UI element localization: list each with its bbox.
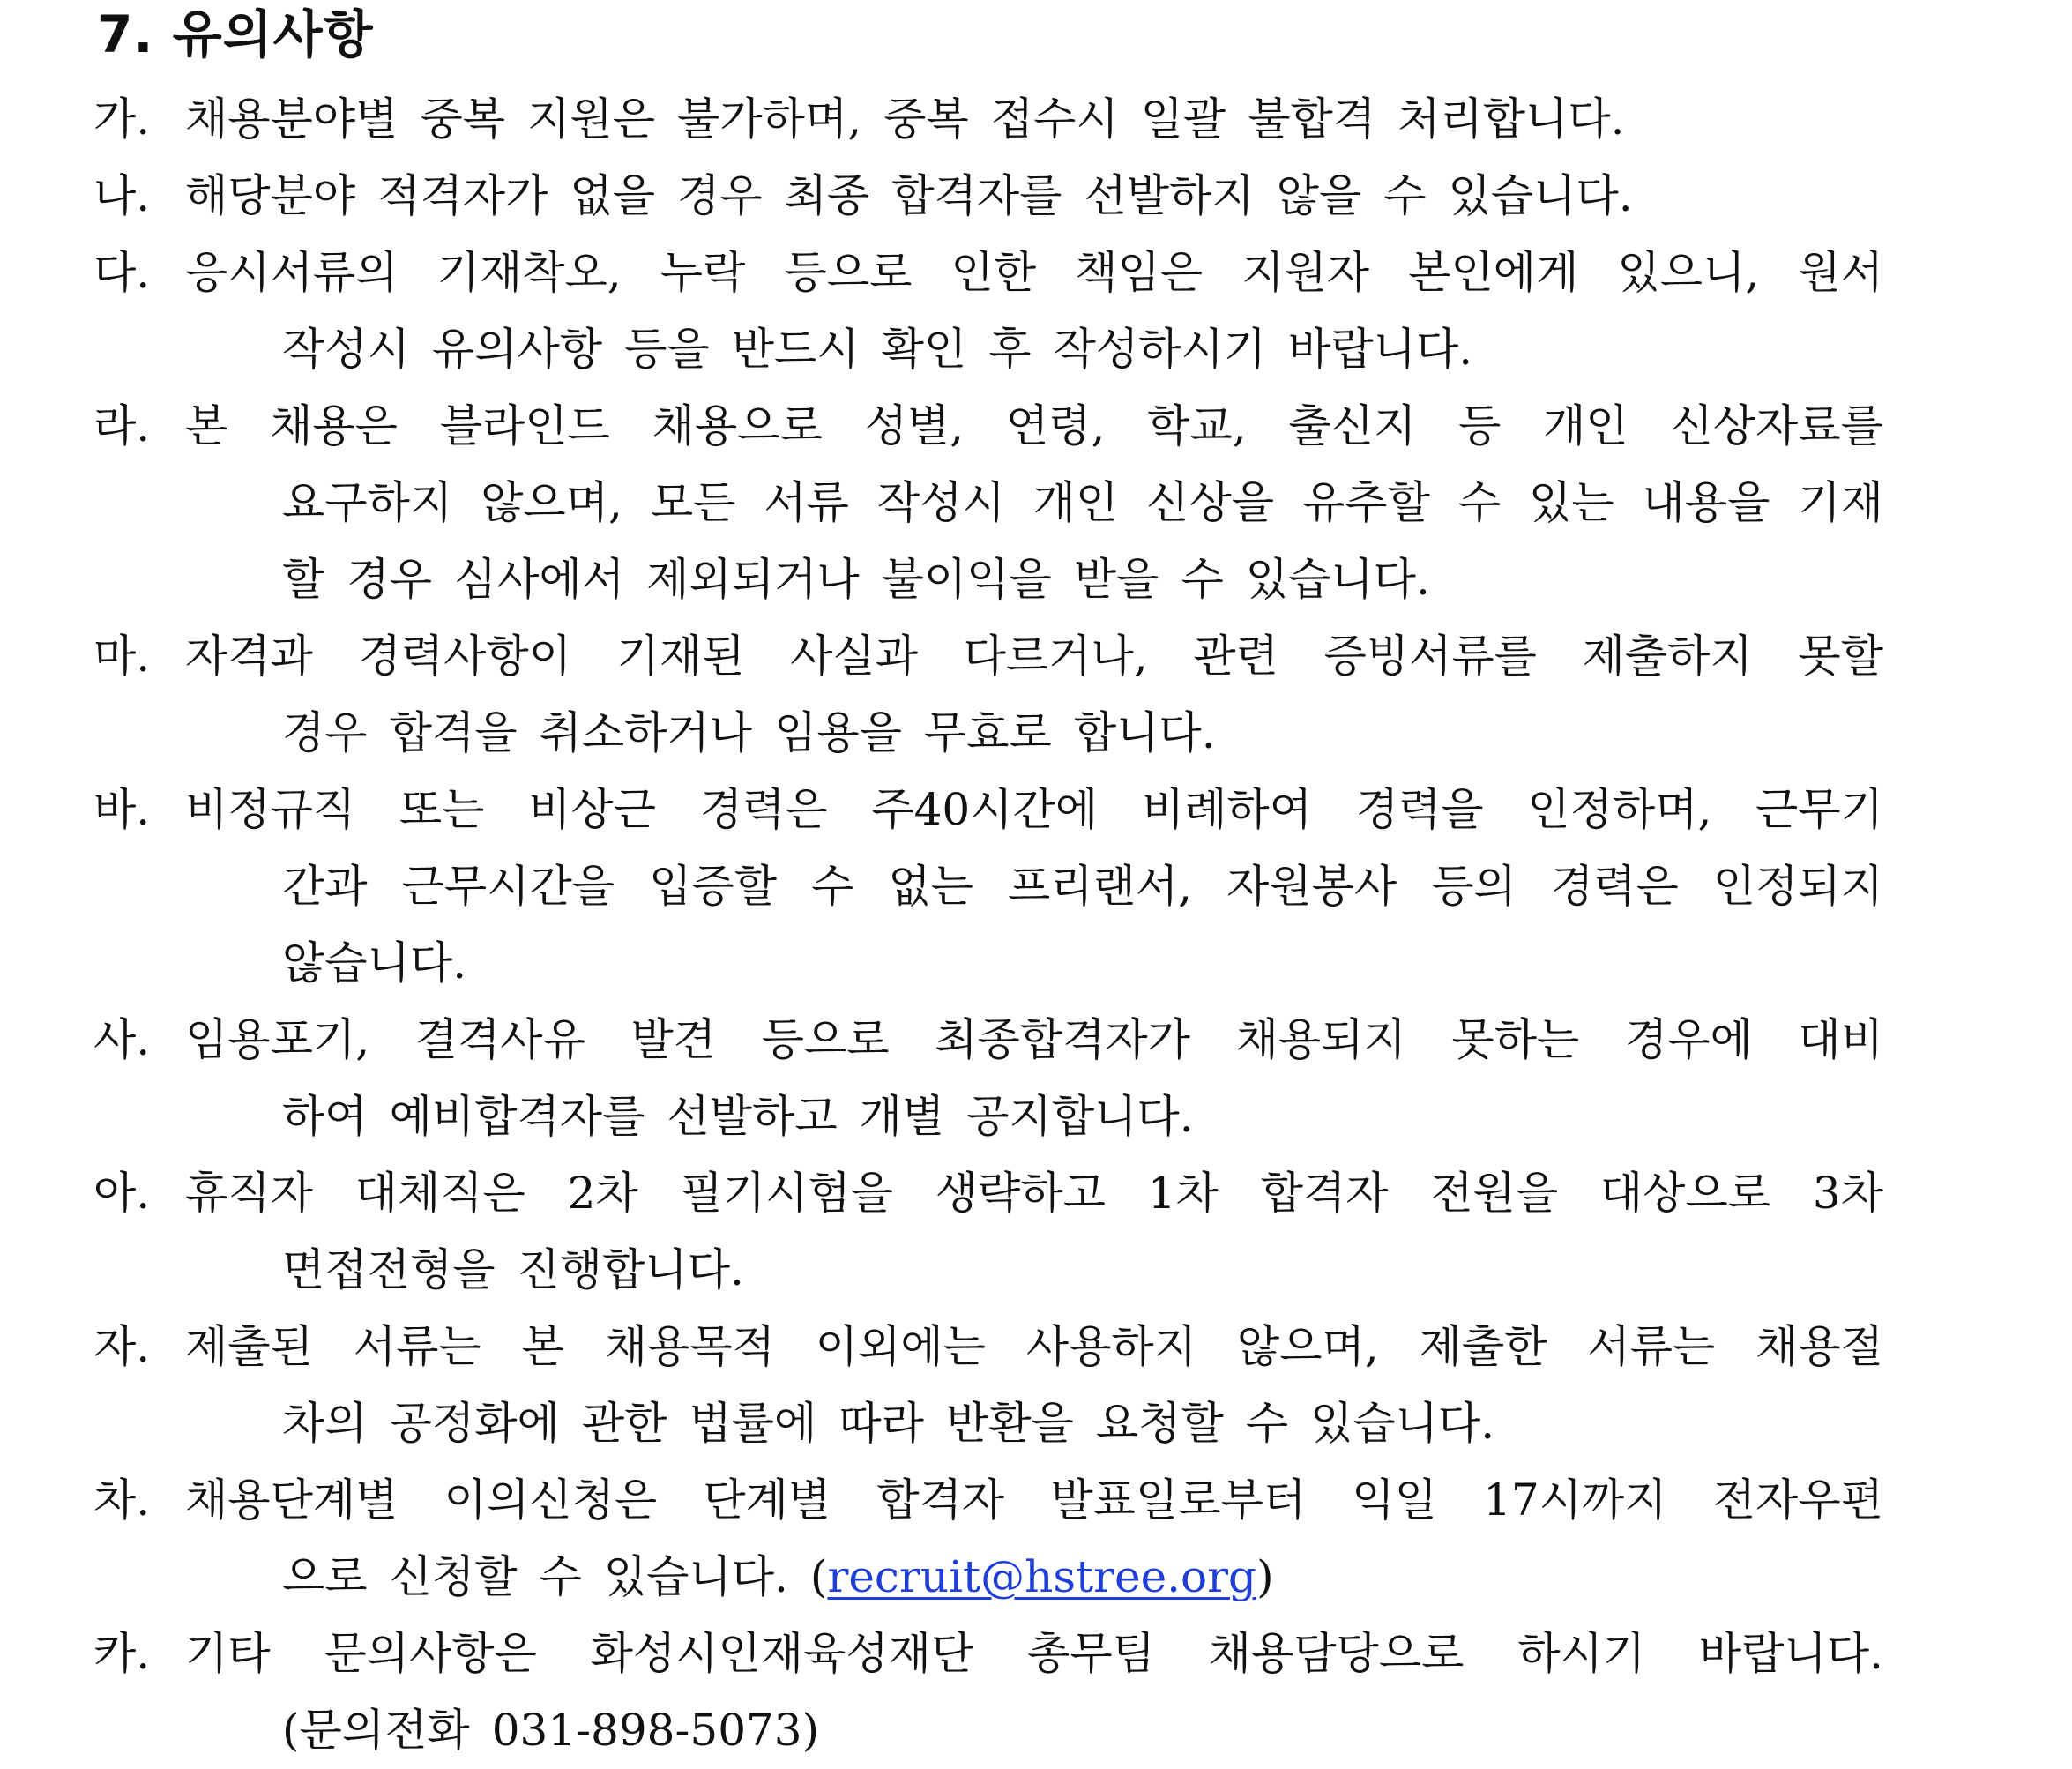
item-line: (문의전화 031-898-5073)	[282, 1705, 820, 1756]
item-marker: 사.	[93, 1014, 151, 1065]
notice-item	[93, 1155, 1883, 1309]
item-marker: 다.	[93, 247, 151, 298]
notice-item	[93, 158, 1883, 235]
item-text	[182, 1616, 1883, 1769]
item-line: 본 채용은 블라인드 채용으로 성별, 연령, 학교, 출신지 등 개인 신상자료를	[185, 400, 1883, 452]
item-line: 요구하지 않으며, 모든 서류 작성시 개인 신상을 유추할 수 있는 내용을 기재	[282, 477, 1883, 528]
email-link[interactable]: recruit@hstree.org	[827, 1551, 1257, 1602]
item-text	[182, 1002, 1883, 1155]
item-marker: 마.	[93, 631, 151, 682]
item-marker: 가.	[93, 93, 151, 145]
item-line: 임용포기, 결격사유 발견 등으로 최종합격자가 채용되지 못하는 경우에 대비	[185, 1014, 1883, 1065]
item-line: 채용단계별 이의신청은 단계별 합격자 발표일로부터 익일 17시까지 전자우편	[185, 1474, 1883, 1526]
item-line: 않습니다.	[282, 937, 467, 989]
item-line: 으로 신청할 수 있습니다. (recruit@hstree.org)	[282, 1551, 1274, 1602]
item-marker: 라.	[93, 400, 151, 452]
notice-item	[93, 772, 1883, 1002]
notice-item	[93, 1462, 1883, 1616]
email-suffix: )	[1256, 1551, 1274, 1602]
item-line: 휴직자 대체직은 2차 필기시험을 생략하고 1차 합격자 전원을 대상으로 3차	[185, 1168, 1883, 1219]
item-text	[182, 772, 1883, 1002]
item-line: 할 경우 심사에서 제외되거나 불이익을 받을 수 있습니다.	[282, 554, 1430, 605]
item-marker: 나.	[93, 170, 151, 221]
item-marker: 자.	[93, 1321, 151, 1372]
item-marker: 아.	[93, 1168, 151, 1219]
item-text	[182, 1309, 1883, 1462]
item-text	[182, 388, 1883, 618]
notice-item	[93, 81, 1883, 158]
item-text	[182, 81, 1883, 158]
item-line: 해당분야 적격자가 없을 경우 최종 합격자를 선발하지 않을 수 있습니다.	[185, 170, 1633, 221]
item-text	[182, 158, 1883, 235]
item-line: 기타 문의사항은 화성시인재육성재단 총무팀 채용담당으로 하시기 바랍니다.	[185, 1628, 1883, 1679]
item-text	[182, 618, 1883, 772]
notice-item	[93, 1002, 1883, 1155]
item-line: 경우 합격을 취소하거나 임용을 무효로 합니다.	[282, 707, 1216, 758]
item-line: 면접전형을 진행합니다.	[282, 1244, 744, 1295]
item-text	[182, 1462, 1883, 1616]
item-text	[182, 235, 1883, 388]
item-line: 간과 근무시간을 입증할 수 없는 프리랜서, 자원봉사 등의 경력은 인정되지	[282, 861, 1883, 912]
item-marker: 차.	[93, 1474, 151, 1526]
notice-item	[93, 388, 1883, 618]
item-line: 응시서류의 기재착오, 누락 등으로 인한 책임은 지원자 본인에게 있으니, 원서	[185, 247, 1883, 298]
item-line: 비정규직 또는 비상근 경력은 주40시간에 비례하여 경력을 인정하며, 근무기	[185, 784, 1883, 835]
item-marker: 바.	[93, 784, 151, 835]
item-line: 하여 예비합격자를 선발하고 개별 공지합니다.	[282, 1091, 1194, 1142]
item-marker: 카.	[93, 1628, 151, 1679]
item-text	[182, 1155, 1883, 1309]
notice-item	[93, 1309, 1883, 1462]
item-line: 작성시 유의사항 등을 반드시 확인 후 작성하시기 바랍니다.	[282, 324, 1473, 375]
section-title: 7. 유의사항	[97, 4, 374, 64]
item-line: 채용분야별 중복 지원은 불가하며, 중복 접수시 일괄 불합격 처리합니다.	[185, 93, 1625, 145]
notice-item	[93, 618, 1883, 772]
notice-item	[93, 1616, 1883, 1769]
notice-list	[93, 81, 1883, 1769]
item-line: 차의 공정화에 관한 법률에 따라 반환을 요청할 수 있습니다.	[282, 1398, 1495, 1449]
item-line: 자격과 경력사항이 기재된 사실과 다르거나, 관련 증빙서류를 제출하지 못할	[185, 631, 1883, 682]
item-line: 제출된 서류는 본 채용목적 이외에는 사용하지 않으며, 제출한 서류는 채용절	[185, 1321, 1883, 1372]
notice-item	[93, 235, 1883, 388]
